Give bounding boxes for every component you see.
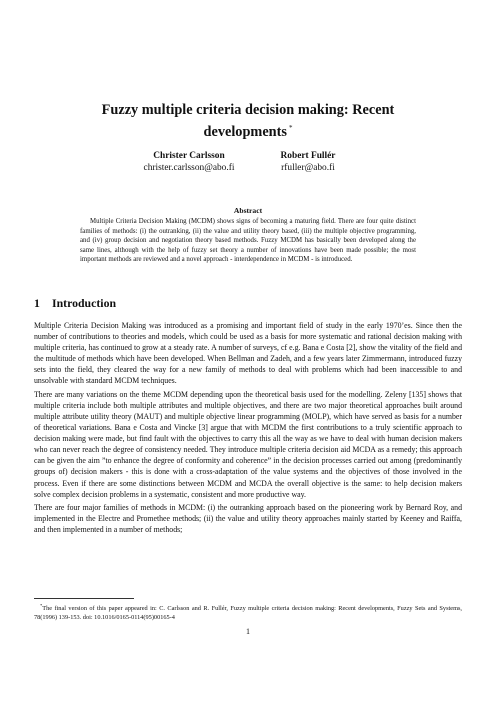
footnote-text: The final version of this paper appeared in: C. Carlsson and R. Fullér, Fuzzy multiple criteria decision making: Recent developments, Fuzzy Sets and Systems, 78(1996) 139-153. doi: 10.1016/0165-0114(95)00165-4 <box>34 605 462 622</box>
footnote-marker: * <box>40 603 43 608</box>
page-number: 1 <box>246 627 250 636</box>
paper-title <box>70 101 426 141</box>
section-heading <box>34 296 116 310</box>
title-footnote-marker: * <box>288 124 293 132</box>
section-number: 1 <box>34 296 40 310</box>
section-title: Introduction <box>52 296 117 310</box>
paragraph: There are four major families of methods in MCDM: (i) the outranking approach based on the pioneering work by Bernard Roy, and implemented in the Electre and Promethee methods; (ii) the value and utility theory approaches mainly started by Keeney and Raiffa, and then implemented in a number of methods; <box>34 502 462 535</box>
author-name: Christer Carlsson <box>153 151 225 161</box>
author-block-1 <box>134 151 244 174</box>
body-text <box>34 320 462 537</box>
footnote <box>34 601 462 622</box>
author-name: Robert Fullér <box>280 151 336 161</box>
author-email: rfuller@abo.fi <box>281 162 335 173</box>
abstract-text: Multiple Criteria Decision Making (MCDM) shows signs of becoming a maturing field. There are four quite distinct families of methods: (i) the outranking, (ii) the value and utility theory based, (iii) the multiple objective programming, and (iv) group decision and negotiation theory based methods. Fuzzy MCDM has basically been developed along the same lines, although with the help of fuzzy set theory a number of innovations have been made possible; the most important methods are reviewed and a novel approach - interdependence in MCDM - is introduced. <box>80 218 416 264</box>
abstract-heading: Abstract <box>233 206 263 215</box>
author-email: christer.carlsson@abo.fi <box>143 162 235 173</box>
paragraph: There are many variations on the theme MCDM depending upon the theoretical basis used for the modelling. Zeleny [135] shows that multiple criteria include both multiple attributes and multiple objectives, and there are two major theoretical approaches built around multiple attribute utility theory (MAUT) and multiple objective linear programming (MOLP), which have served as basis for a number of theoretical variations. Bana e Costa and Vincke [3] argue that with MCDM the first contributions to a truly scientific approach to decision making were made, but find fault with the objectives to carry this all the way as we have to deal with human decision makers who can never reach the degree of consistency needed. They introduce multiple criteria decision aid MCDA as a remedy; this approach can be given the aim ”to enhance the degree of conformity and coherence” in the decision processes carried out among (predominantly groups of) decision makers - this is done with a cross-adaptation of the value systems and the objectives of those involved in the process. Even if there are some distinctions between MCDM and MCDA the overall objective is the same: to help decision makers solve complex decision problems in a systematic, consistent and more productive way. <box>34 389 462 499</box>
paragraph: Multiple Criteria Decision Making was introduced as a promising and important field of study in the early 1970’es. Since then the number of contributions to theories and models, which could be used as a basis for more systematic and rational decision making with multiple criteria, has continued to grow at a steady rate. A number of surveys, cf e.g. Bana e Costa [2], show the vitality of the field and the multitude of methods which have been developed. When Bellman and Zadeh, and a few years later Zimmermann, introduced fuzzy sets into the field, they cleared the way for a new family of methods to deal with problems which had been inaccessible to and unsolvable with standard MCDM techniques. <box>34 321 462 386</box>
author-block-2 <box>258 151 358 174</box>
footnote-divider <box>34 598 134 599</box>
title-text: Fuzzy multiple criteria decision making: Recent developments <box>101 102 395 140</box>
